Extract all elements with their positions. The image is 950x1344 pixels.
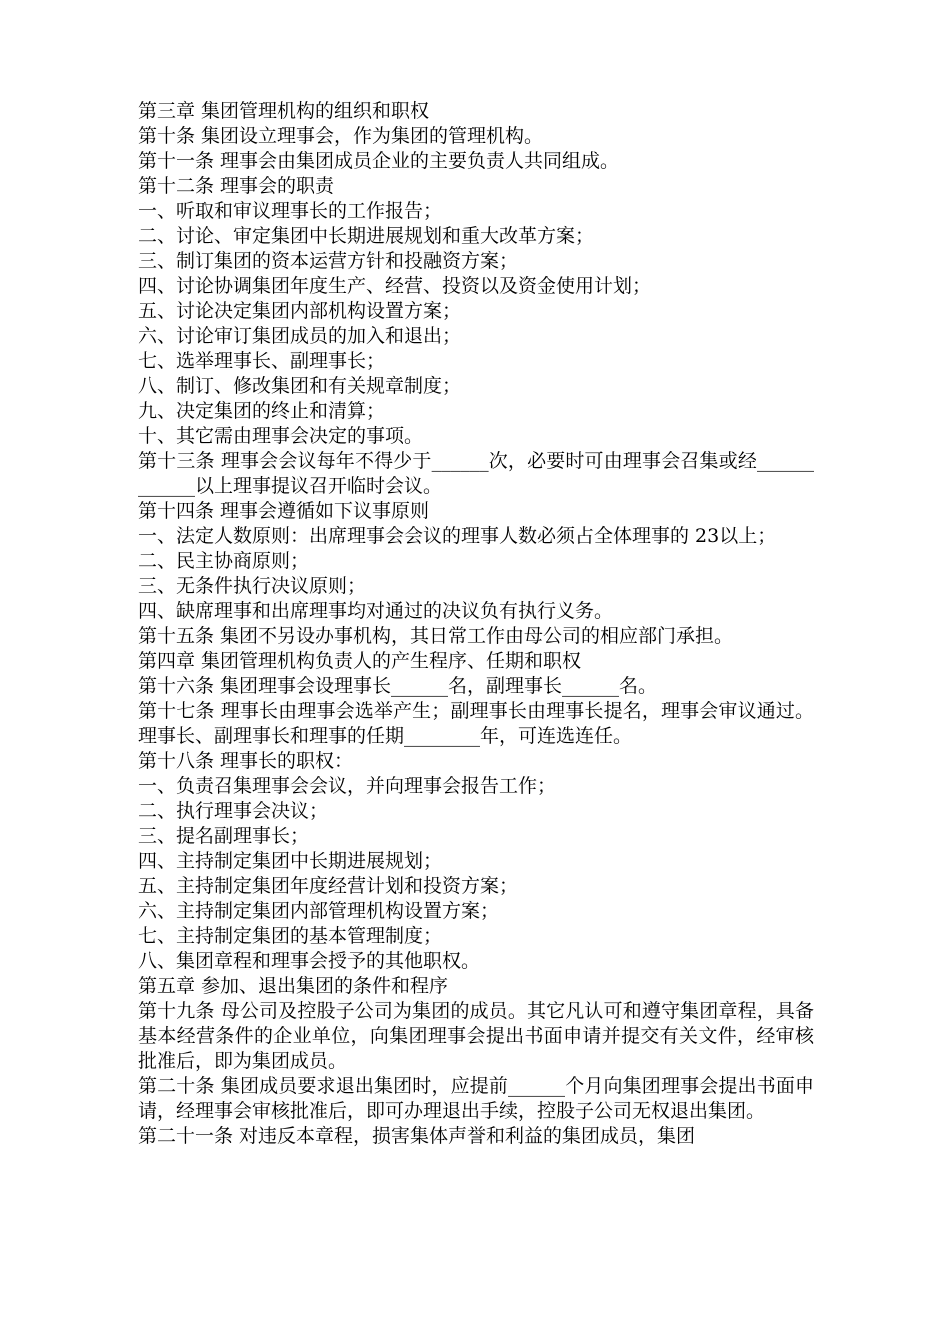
article-21: 第二十一条 对违反本章程，损害集体声誉和利益的集团成员，集团 [138, 1125, 696, 1147]
article-18-item-7: 七、主持制定集团的基本管理制度； [138, 925, 443, 947]
article-17: 第十七条 理事长由理事会选举产生；副理事长由理事长提名，理事会审议通过。理事长、副理事长和理事的任期________年，可连选连任。 [138, 700, 814, 747]
article-12-item-9: 九、决定集团的终止和清算； [138, 400, 386, 422]
article-18-item-6: 六、主持制定集团内部管理机构设置方案； [138, 900, 500, 922]
article-14-item-4: 四、缺席理事和出席理事均对通过的决议负有执行义务。 [138, 600, 614, 622]
article-18-item-1: 一、负责召集理事会会议，并向理事会报告工作； [138, 775, 557, 797]
article-12-item-5: 五、讨论决定集团内部机构设置方案； [138, 300, 462, 322]
article-11: 第十一条 理事会由集团成员企业的主要负责人共同组成。 [138, 150, 620, 172]
article-12-item-3: 三、制订集团的资本运营方针和投融资方案； [138, 250, 519, 272]
article-14-item-1: 一、法定人数原则：出席理事会会议的理事人数必须占全体理事的 23以上； [138, 525, 777, 547]
article-18-item-2: 二、执行理事会决议； [138, 800, 329, 822]
article-12-item-7: 七、选举理事长、副理事长； [138, 350, 386, 372]
article-18-item-8: 八、集团章程和理事会授予的其他职权。 [138, 950, 481, 972]
article-16: 第十六条 集团理事会设理事长______名，副理事长______名。 [138, 675, 658, 697]
article-12-item-2: 二、讨论、审定集团中长期进展规划和重大改革方案； [138, 225, 595, 247]
article-20: 第二十条 集团成员要求退出集团时，应提前______个月向集团理事会提出书面申请，经理事会审核批准后，即可办理退出手续，控股子公司无权退出集团。 [138, 1075, 814, 1122]
article-12: 第十二条 理事会的职责 [138, 175, 335, 197]
article-18-item-4: 四、主持制定集团中长期进展规划； [138, 850, 443, 872]
document-page [138, 99, 814, 1149]
article-12-item-10: 十、其它需由理事会决定的事项。 [138, 425, 424, 447]
article-12-item-1: 一、听取和审议理事长的工作报告； [138, 200, 443, 222]
article-15: 第十五条 集团不另设办事机构，其日常工作由母公司的相应部门承担。 [138, 625, 734, 647]
article-14-item-2: 二、民主协商原则； [138, 550, 310, 572]
article-18: 第十八条 理事长的职权： [138, 750, 354, 772]
chapter-5-heading: 第五章 参加、退出集团的条件和程序 [138, 975, 449, 997]
article-14: 第十四条 理事会遵循如下议事原则 [138, 500, 430, 522]
chapter-3-heading: 第三章 集团管理机构的组织和职权 [138, 100, 430, 122]
article-13: 第十三条 理事会会议每年不得少于______次，必要时可由理事会召集或经____________以上理事提议召开临时会议。 [138, 450, 814, 497]
article-19: 第十九条 母公司及控股子公司为集团的成员。其它凡认可和遵守集团章程，具备基本经营条件的企业单位，向集团理事会提出书面申请并提交有关文件，经审核批准后，即为集团成员。 [138, 1000, 814, 1072]
article-12-item-6: 六、讨论审订集团成员的加入和退出； [138, 325, 462, 347]
article-18-item-5: 五、主持制定集团年度经营计划和投资方案； [138, 875, 519, 897]
article-12-item-8: 八、制订、修改集团和有关规章制度； [138, 375, 462, 397]
article-14-item-3: 三、无条件执行决议原则； [138, 575, 367, 597]
chapter-4-heading: 第四章 集团管理机构负责人的产生程序、任期和职权 [138, 650, 582, 672]
article-18-item-3: 三、提名副理事长； [138, 825, 310, 847]
article-12-item-4: 四、讨论协调集团年度生产、经营、投资以及资金使用计划； [138, 275, 652, 297]
article-10: 第十条 集团设立理事会，作为集团的管理机构。 [138, 125, 544, 147]
